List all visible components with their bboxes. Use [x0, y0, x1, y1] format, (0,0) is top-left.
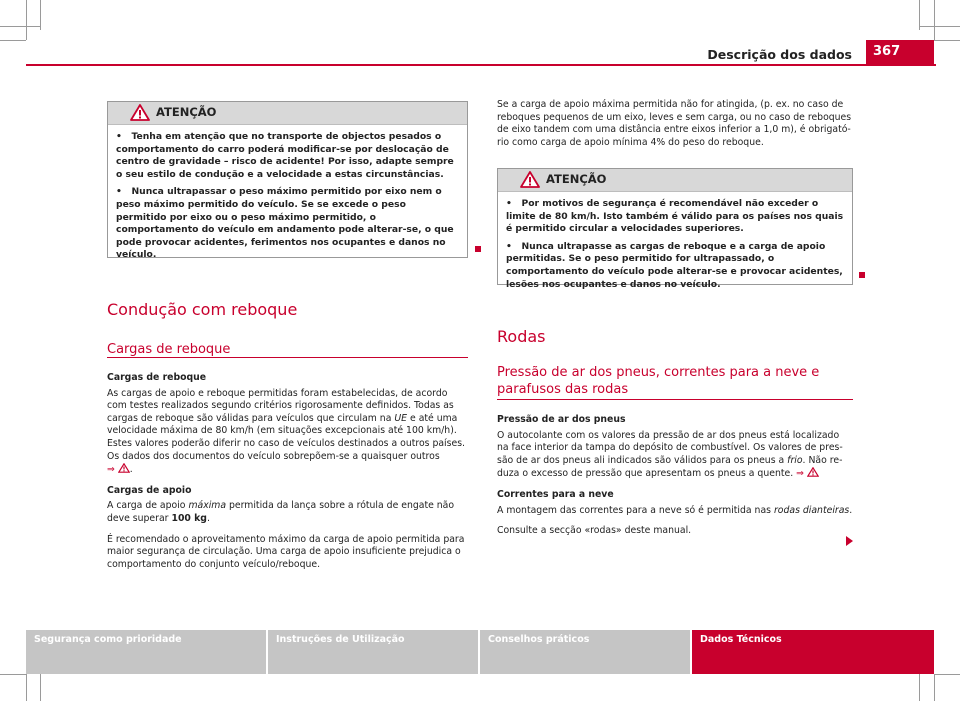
paragraph-heading: Cargas de apoio [107, 484, 192, 496]
warning-header [498, 169, 852, 192]
warning-box-right [497, 168, 853, 290]
text-emphasis: frio [787, 454, 803, 466]
warning-bullet: • Por motivos de segurança é recomendável não exceder o limite de 80 km/h. Isto também é válido para os países nos quais é permitido circular a velocidades superiores. [506, 198, 844, 235]
warning-triangle-icon [130, 104, 150, 121]
crop-mark [919, 674, 920, 701]
footer-tab-technical-data[interactable]: Dados Técnicos [692, 630, 934, 674]
subsection-rule [497, 399, 853, 400]
warning-bullet-text: Tenha em atenção que no transporte de objectos pesados o comportamento do carro poderá modificar-se por deslocação de centro de gravidade – risco de acidente! Por isso, adapte sempre o seu estilo de condução e a velocidade a estas circunstâncias. [116, 131, 454, 180]
subsection-title: Pressão de ar dos pneus, correntes para a neve e parafusos das rodas [497, 365, 820, 397]
section-title: Condução com reboque [107, 300, 298, 319]
footer-tab-tips[interactable]: Conselhos práticos [480, 630, 690, 674]
intro-text-right [497, 99, 853, 155]
crop-mark [934, 674, 935, 701]
header-rule [26, 64, 936, 66]
crop-mark [40, 0, 41, 30]
warning-reference-icon[interactable] [807, 467, 819, 477]
crop-mark [934, 674, 960, 675]
text: . Não reduza o excesso de pressão que apresentam os pneus a quente. [497, 454, 843, 480]
crop-mark [934, 40, 960, 41]
warning-bullet: • Nunca ultrapassar o peso máximo permitido por eixo nem o peso máximo permitido do veículo. Se se excede o peso permitido por eixo ou o peso máximo permitido, o comportamento do veículo em andamento pode alterar-se, o que pode provocar acidentes, ferimentos nos ocupantes e danos no veículo. [116, 186, 454, 261]
paragraph: Se a carga de apoio máxima permitida não for atingida, (p. ex. no caso de reboques pequenos de um eixo, leves e sem carga, ou no caso de reboques de eixo tandem com uma distância entre eixos inferior a 1,0 m), é obrigatório como carga de apoio mínima 4% do peso do reboque. [497, 99, 852, 148]
footer-tab-safety[interactable]: Segurança como prioridade [26, 630, 266, 674]
subsection-rule [107, 357, 468, 358]
warning-bullet: • Nunca ultrapasse as cargas de reboque e a carga de apoio permitidas. Se o peso permitido for ultrapassado, o comportamento do veículo pode alterar-se e provocar acidentes, lesões nos ocupantes e danos no veículo. [506, 240, 843, 290]
text-emphasis: UE [394, 412, 408, 424]
warning-reference-icon[interactable] [118, 463, 130, 473]
text: O autocolante com os valores da pressão de ar dos pneus está localizado na face interior da tampa do depósito de combustível. Os valores de pressão de ar dos pneus ali indicados são válidos para os pneus a [497, 429, 843, 466]
paragraph-heading: Correntes para a neve [497, 488, 614, 500]
warning-bullet-text: Nunca ultrapassar o peso máximo permitido por eixo nem o peso máximo permitido do veículo. Se se excede o peso permitido por eixo ou o peso máximo permitido, o comportamento do veículo em andamento pode alterar-se, o que pode provocar acidentes, ferimentos nos ocupantes e danos no veículo. [116, 186, 454, 261]
cross-reference-arrow[interactable]: ⇒ [796, 468, 804, 480]
warning-bullet-text: Por motivos de segurança é recomendável não exceder o limite de 80 km/h. Isto também é válido para os países nos quais é permitido circular a velocidades superiores. [506, 198, 844, 235]
crop-mark [0, 40, 26, 41]
paragraph: Consulte a secção «rodas» deste manual. [497, 525, 692, 537]
paragraph: É recomendado o aproveitamento máximo da carga de apoio permitida para maior segurança de circulação. Uma carga de apoio insuficiente prejudica o comportamento do conjunto veículo/reboque. [107, 533, 465, 570]
running-header-title: Descrição dos dados [707, 47, 852, 62]
warning-title: ATENÇÃO [546, 172, 607, 186]
paragraph [497, 430, 853, 481]
warning-title: ATENÇÃO [156, 105, 217, 119]
paragraph-heading: Pressão de ar dos pneus [497, 414, 626, 425]
warning-header [108, 102, 467, 125]
text: permitida da lança sobre a rótula de engate não deve superar [107, 500, 455, 524]
body-text-right [497, 414, 853, 544]
crop-mark [26, 0, 27, 40]
warning-bullet: • Tenha em atenção que no transporte de objectos pesados o comportamento do carro poderá modificar-se por deslocação de centro de gravidade – risco de acidente! Por isso, adapte sempre o seu estilo de condução e a velocidade a estas circunstâncias. [116, 131, 454, 180]
paragraph-heading: Cargas de reboque [107, 372, 207, 383]
text: e até uma velocidade máxima de 80 km/h (em situações excepcionais até 100 km/h). Estes valores poderão diferir no caso de veículos destinados a outros países. Os dados dos documentos do veículo sobrepõem-se a quaisquer outros [107, 412, 466, 462]
cross-reference-arrow[interactable]: ⇒ [107, 464, 115, 476]
page-number: 367 [866, 40, 934, 64]
text: A montagem das correntes para a neve só é permitida nas [497, 504, 771, 516]
warning-triangle-icon [520, 171, 540, 188]
paragraph: A carga de apoio máxima permitida da lança sobre a rótula de engate não deve superar 100 kg. [107, 500, 455, 524]
footer-tab-instructions[interactable]: Instruções de Utilização [268, 630, 478, 674]
section-end-marker [859, 272, 865, 278]
section-title: Rodas [497, 327, 546, 346]
body-text-left [107, 372, 468, 577]
text-emphasis: rodas dianteiras [773, 504, 850, 516]
paragraph: A montagem das correntes para a neve só é permitida nas rodas dianteiras. [497, 504, 853, 516]
text-emphasis: máxima [188, 500, 227, 512]
text-bold: 100 kg [171, 512, 207, 524]
section-end-marker [475, 246, 481, 252]
continue-arrow-icon[interactable] [846, 536, 853, 546]
crop-mark [934, 0, 935, 40]
paragraph: As cargas de apoio e reboque permitidas foram estabelecidas, de acordo com testes realizados segundo critérios rigorosamente definidos. Todas as cargas de reboque são válidas para veículos que circulam na UE e até uma velocidade máxima de 80 km/h (em situações excepcionais até 100 km/h). Estes valores poderão diferir no caso de veículos destinados a outros países. Os dados dos documentos do veículo sobrepõem-se a quaisquer outros ⇒ . [107, 387, 466, 476]
crop-mark [920, 26, 960, 27]
warning-body [108, 125, 467, 271]
warning-box-left [107, 101, 468, 261]
text: A carga de apoio [107, 500, 186, 512]
crop-mark [0, 674, 26, 675]
text: As cargas de apoio e reboque permitidas foram estabelecidas, de acordo com testes realizados segundo critérios rigorosamente definidos. Todas as cargas de reboque são válidas para veículos que circulam na [107, 387, 454, 424]
crop-mark [40, 674, 41, 701]
warning-body [498, 192, 852, 300]
crop-mark [0, 26, 40, 27]
warning-bullet-text: Nunca ultrapasse as cargas de reboque e a carga de apoio permitidas. Se o peso permitido for ultrapassado, o comportamento do veículo pode alterar-se e provocar acidentes, lesões nos ocupantes e danos no veículo. [506, 240, 843, 290]
subsection-title: Cargas de reboque [107, 342, 231, 357]
crop-mark [26, 674, 27, 701]
